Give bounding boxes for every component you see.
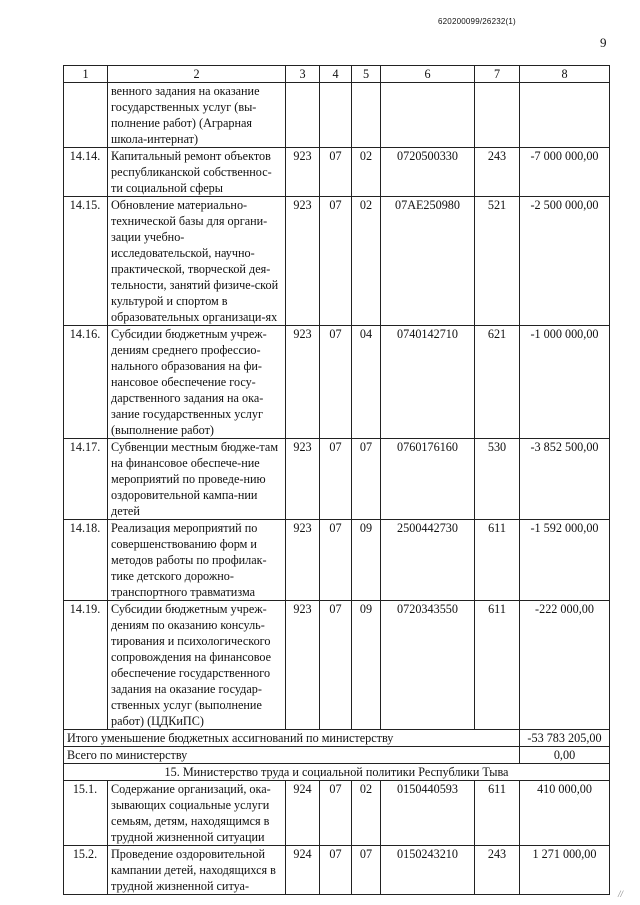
row-section: 07 <box>320 439 352 520</box>
row-expense-type: 530 <box>475 439 520 520</box>
table-row <box>64 520 610 601</box>
total-decrease-row <box>64 730 610 747</box>
header-cell: 2 <box>108 66 286 83</box>
table-row <box>64 83 610 148</box>
table-row <box>64 846 610 895</box>
row-grbs: 923 <box>286 439 320 520</box>
section-title: 15. Министерство труда и социальной политики Республики Тыва <box>64 764 610 781</box>
page-number: 9 <box>600 35 607 50</box>
row-target-article: 0720343550 <box>381 601 475 730</box>
row-number: 14.14. <box>64 148 108 197</box>
row-number: 14.17. <box>64 439 108 520</box>
row-subsection: 09 <box>352 520 381 601</box>
total-decrease-amount: -53 783 205,00 <box>520 730 610 747</box>
row-amount: -7 000 000,00 <box>520 148 610 197</box>
total-decrease-label: Итого уменьшение бюджетных ассигнований по министерству <box>64 730 520 747</box>
row-expense-type: 521 <box>475 197 520 326</box>
row-grbs <box>286 83 320 148</box>
row-section: 07 <box>320 197 352 326</box>
header-cell: 5 <box>352 66 381 83</box>
table-row <box>64 197 610 326</box>
section-header-row <box>64 764 610 781</box>
row-amount: -1 000 000,00 <box>520 326 610 439</box>
row-number: 14.19. <box>64 601 108 730</box>
row-section: 07 <box>320 846 352 895</box>
row-subsection: 09 <box>352 601 381 730</box>
corner-mark: // <box>618 889 624 899</box>
row-subsection: 02 <box>352 197 381 326</box>
row-section: 07 <box>320 781 352 846</box>
row-target-article: 0150440593 <box>381 781 475 846</box>
row-section <box>320 83 352 148</box>
row-amount: 1 271 000,00 <box>520 846 610 895</box>
row-amount: -2 500 000,00 <box>520 197 610 326</box>
row-expense-type: 611 <box>475 601 520 730</box>
row-description: Капитальный ремонт объектов республиканской собственнос-ти социальной сферы <box>108 148 286 197</box>
row-amount: -1 592 000,00 <box>520 520 610 601</box>
row-grbs: 923 <box>286 148 320 197</box>
row-grbs: 923 <box>286 601 320 730</box>
row-subsection: 07 <box>352 439 381 520</box>
row-number: 14.18. <box>64 520 108 601</box>
table-row <box>64 439 610 520</box>
row-amount: -3 852 500,00 <box>520 439 610 520</box>
row-expense-type: 611 <box>475 520 520 601</box>
total-ministry-row <box>64 747 610 764</box>
row-section: 07 <box>320 148 352 197</box>
header-cell: 7 <box>475 66 520 83</box>
header-cell: 6 <box>381 66 475 83</box>
row-grbs: 923 <box>286 197 320 326</box>
row-amount: 410 000,00 <box>520 781 610 846</box>
row-subsection <box>352 83 381 148</box>
row-description: Реализация мероприятий по совершенствованию форм и методов работы по профилак-тике детского дорожно-транспортного травматизма <box>108 520 286 601</box>
row-subsection: 02 <box>352 781 381 846</box>
row-expense-type: 243 <box>475 148 520 197</box>
row-expense-type <box>475 83 520 148</box>
budget-table <box>63 65 610 895</box>
row-description: венного задания на оказание государственных услуг (вы-полнение работ) (Аграрная школа-интернат) <box>108 83 286 148</box>
row-number: 15.1. <box>64 781 108 846</box>
row-number <box>64 83 108 148</box>
header-cell: 1 <box>64 66 108 83</box>
row-description: Субвенции местным бюдже-там на финансовое обеспече-ние мероприятий по проведе-нию оздоровительной кампа-нии детей <box>108 439 286 520</box>
row-section: 07 <box>320 520 352 601</box>
row-description: Содержание организаций, ока-зывающих социальные услуги семьям, детям, находящимся в трудной жизненной ситуации <box>108 781 286 846</box>
row-amount <box>520 83 610 148</box>
row-subsection: 02 <box>352 148 381 197</box>
table-row <box>64 781 610 846</box>
row-expense-type: 243 <box>475 846 520 895</box>
row-expense-type: 621 <box>475 326 520 439</box>
row-amount: -222 000,00 <box>520 601 610 730</box>
row-description: Субсидии бюджетным учреж-дениям среднего профессио-нального образования на фи-нансовое обеспечение госу-дарственного задания на ока-зание государственных услуг (выполнение работ) <box>108 326 286 439</box>
row-grbs: 924 <box>286 781 320 846</box>
row-grbs: 923 <box>286 326 320 439</box>
row-number: 14.15. <box>64 197 108 326</box>
total-ministry-label: Всего по министерству <box>64 747 520 764</box>
row-target-article: 0720500330 <box>381 148 475 197</box>
row-target-article: 0760176160 <box>381 439 475 520</box>
header-cell: 3 <box>286 66 320 83</box>
row-target-article: 07АЕ250980 <box>381 197 475 326</box>
table-header-row <box>64 66 610 83</box>
row-number: 14.16. <box>64 326 108 439</box>
table-row <box>64 148 610 197</box>
table-row <box>64 326 610 439</box>
row-expense-type: 611 <box>475 781 520 846</box>
row-subsection: 04 <box>352 326 381 439</box>
document-id: 620200099/26232(1) <box>438 17 516 26</box>
row-subsection: 07 <box>352 846 381 895</box>
row-target-article <box>381 83 475 148</box>
row-target-article: 0150243210 <box>381 846 475 895</box>
row-description: Субсидии бюджетным учреж-дениям по оказанию консуль-тирования и психологического сопровождения на финансовое обеспечение государственного задания на оказание государ-ственных услуг (выполнение работ) (ЦДКиПС) <box>108 601 286 730</box>
row-target-article: 0740142710 <box>381 326 475 439</box>
table-row <box>64 601 610 730</box>
row-grbs: 923 <box>286 520 320 601</box>
row-grbs: 924 <box>286 846 320 895</box>
header-cell: 4 <box>320 66 352 83</box>
row-target-article: 2500442730 <box>381 520 475 601</box>
row-description: Проведение оздоровительной кампании детей, находящихся в трудной жизненной ситуа- <box>108 846 286 895</box>
header-cell: 8 <box>520 66 610 83</box>
row-section: 07 <box>320 326 352 439</box>
row-number: 15.2. <box>64 846 108 895</box>
row-section: 07 <box>320 601 352 730</box>
row-description: Обновление материально-технической базы для органи-зации учебно-исследовательской, научно-практической, творческой дея-тельности, занятий физиче-ской культурой и спортом в образовательных организаци-ях <box>108 197 286 326</box>
total-ministry-amount: 0,00 <box>520 747 610 764</box>
